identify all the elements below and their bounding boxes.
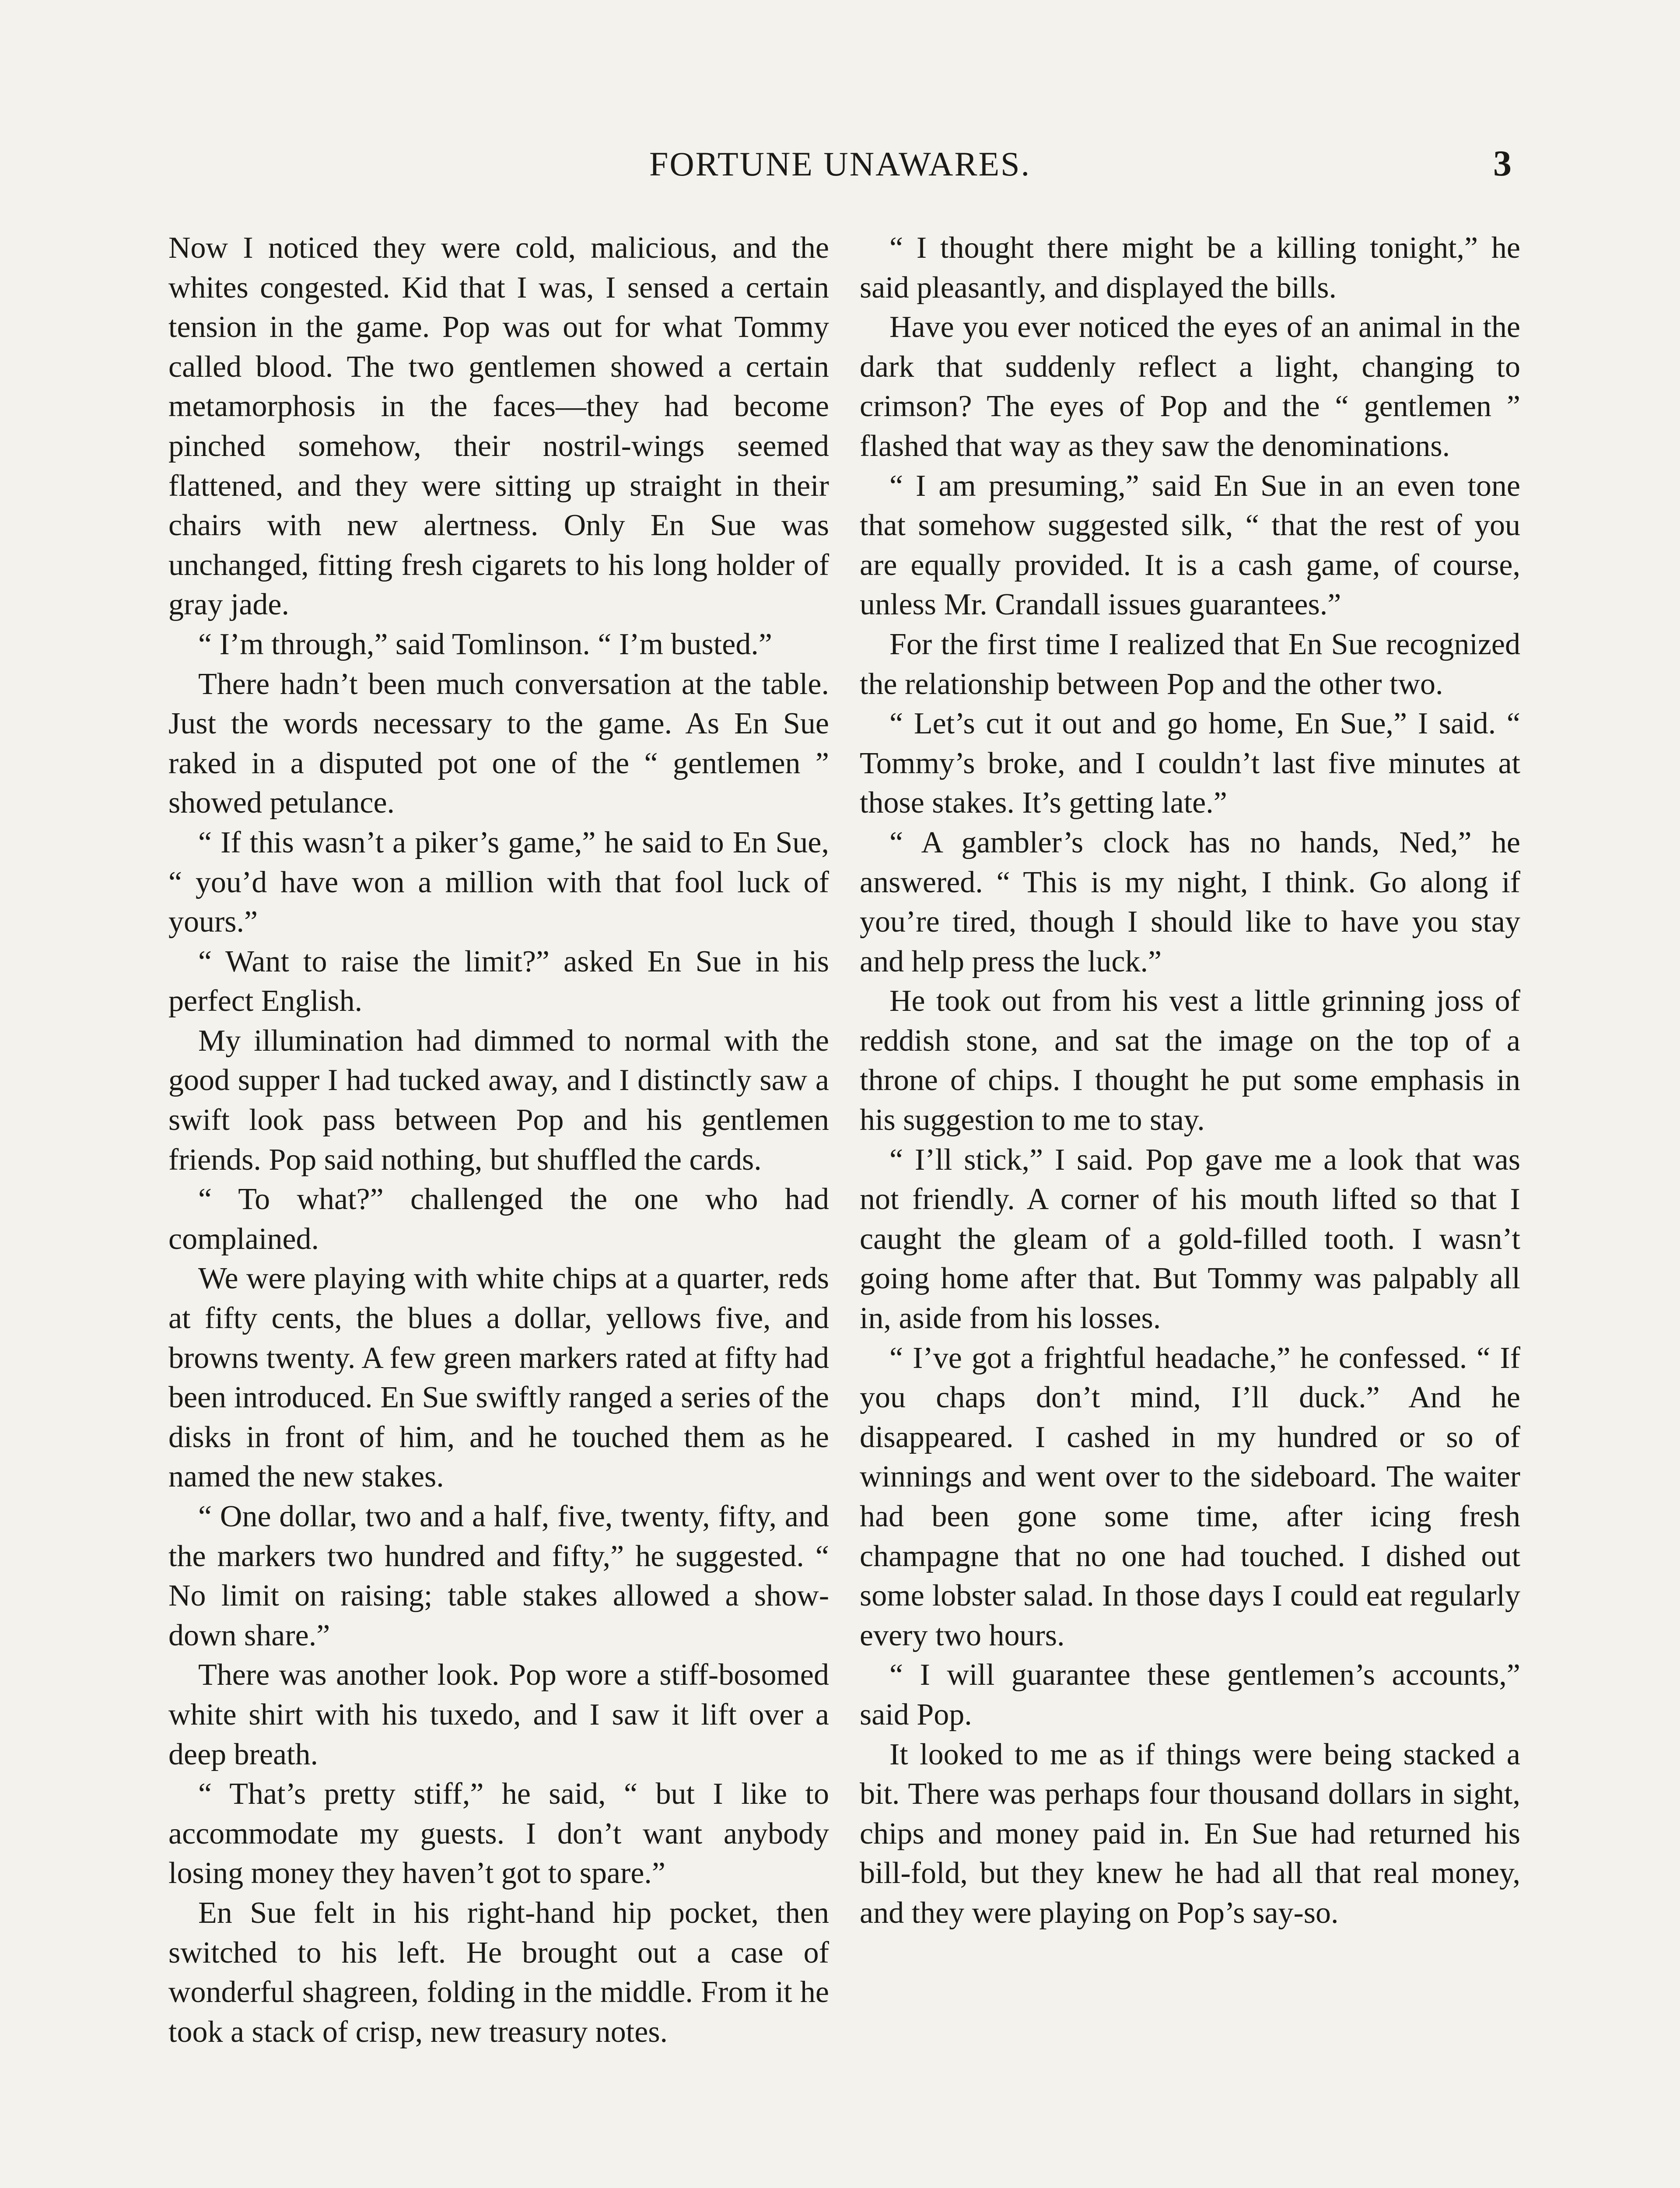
paragraph: “ I thought there might be a killing tonight,” he said pleasantly, and displayed the bills. xyxy=(860,231,1520,305)
right-column xyxy=(860,228,1520,1933)
paragraph: “ I’ve got a frightful headache,” he confessed. “ If you chaps don’t mind, I’ll duck.” And he disappeared. I cashed in my hundred or so of winnings and went over to the sideboard. The waiter had been gone some time, after icing fresh champagne that no one had touched. I dished out some lobster salad. In those days I could eat regularly every two hours. xyxy=(860,1341,1520,1652)
paragraph: We were playing with white chips at a quarter, reds at fifty cents, the blues a dollar, yellows five, and browns twenty. A few green markers rated at fifty had been introduced. En Sue swiftly ranged a series of the disks in front of him, and he touched them as he named the new stakes. xyxy=(168,1262,829,1494)
paragraph: En Sue felt in his right-hand hip pocket, then switched to his left. He brought out a case of wonderful shagreen, folding in the middle. From it he took a stack of crisp, new treasury notes. xyxy=(168,1896,829,2049)
running-head: FORTUNE UNAWARES. xyxy=(649,145,1031,183)
page-number: 3 xyxy=(1493,143,1512,184)
paragraph: “ To what?” challenged the one who had complained. xyxy=(168,1182,829,1256)
paragraph: “ Let’s cut it out and go home, En Sue,” I said. “ Tommy’s broke, and I couldn’t last five minutes at those stakes. It’s getting late.” xyxy=(860,707,1520,820)
paragraph: “ If this wasn’t a piker’s game,” he said to En Sue, “ you’d have won a million with that fool luck of yours.” xyxy=(168,825,829,939)
paragraph: “ That’s pretty stiff,” he said, “ but I like to accommodate my guests. I don’t want anybody losing money they haven’t got to spare.” xyxy=(168,1777,829,1890)
paragraph: “ I will guarantee these gentlemen’s accounts,” said Pop. xyxy=(860,1658,1520,1732)
paragraph: “ A gambler’s clock has no hands, Ned,” he answered. “ This is my night, I think. Go along if you’re tired, though I should like to have you stay and help press the luck.” xyxy=(860,825,1520,978)
paragraph: “ I’m through,” said Tomlinson. “ I’m busted.” xyxy=(198,627,772,661)
paragraph: He took out from his vest a little grinning joss of reddish stone, and sat the image on the top of a throne of chips. I thought he put some emphasis in his suggestion to me to stay. xyxy=(860,984,1520,1137)
paragraph: Now I noticed they were cold, malicious, and the whites congested. Kid that I was, I sensed a certain tension in the game. Pop was out for what Tommy called blood. The two gentlemen showed a certain metamorphosis in the faces—they had become pinched somehow, their nostril-wings seemed flattened, and they were sitting up straight in their chairs with new alertness. Only En Sue was unchanged, fitting fresh cigarets to his long holder of gray jade. xyxy=(168,231,829,622)
paragraph: “ Want to raise the limit?” asked En Sue in his perfect English. xyxy=(168,944,829,1018)
paragraph: My illumination had dimmed to normal with the good supper I had tucked away, and I distinctly saw a swift look pass between Pop and his gentlemen friends. Pop said nothing, but shuffled the cards. xyxy=(168,1024,829,1177)
paragraph: There hadn’t been much conversation at the table. Just the words necessary to the game. As En Sue raked in a disputed pot one of the “ gentlemen ” showed petulance. xyxy=(168,667,829,820)
paragraph: For the first time I realized that En Sue recognized the relationship between Pop and the other two. xyxy=(860,627,1520,701)
paragraph: It looked to me as if things were being stacked a bit. There was perhaps four thousand dollars in sight, chips and money paid in. En Sue had returned his bill-fold, but they knew he had all that real money, and they were playing on Pop’s say-so. xyxy=(860,1737,1520,1930)
paragraph: “ One dollar, two and a half, five, twenty, fifty, and the markers two hundred and fifty,” he suggested. “ No limit on raising; table stakes allowed a show-down share.” xyxy=(168,1500,829,1652)
left-column xyxy=(168,228,829,2052)
paragraph: “ I’ll stick,” I said. Pop gave me a look that was not friendly. A corner of his mouth lifted so that I caught the gleam of a gold-filled tooth. I wasn’t going home after that. But Tommy was palpably all in, aside from his losses. xyxy=(860,1143,1520,1336)
paragraph: There was another look. Pop wore a stiff-bosomed white shirt with his tuxedo, and I saw it lift over a deep breath. xyxy=(168,1658,829,1771)
paragraph: “ I am presuming,” said En Sue in an even tone that somehow suggested silk, “ that the rest of you are equally provided. It is a cash game, of course, unless Mr. Crandall issues guarantees.” xyxy=(860,469,1520,622)
paragraph: Have you ever noticed the eyes of an animal in the dark that suddenly reflect a light, changing to crimson? The eyes of Pop and the “ gentlemen ” flashed that way as they saw the denominations. xyxy=(860,310,1520,463)
